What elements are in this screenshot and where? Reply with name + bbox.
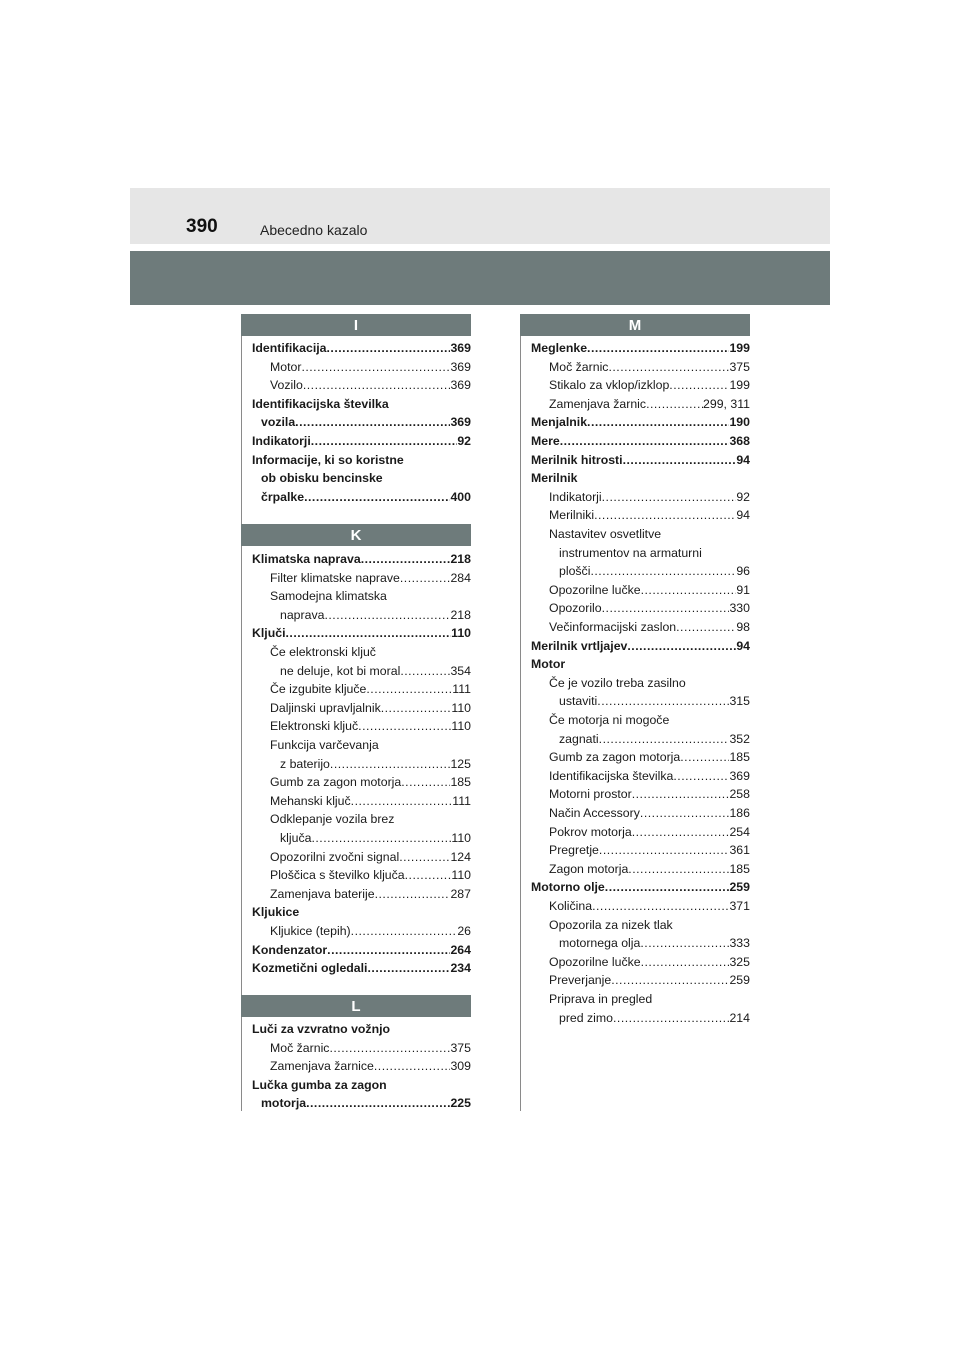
index-entry: Mehanski ključ ..... 111	[252, 792, 471, 811]
index-entry: zagnati ..... 352	[531, 730, 750, 749]
index-entry: Opozorilo ..... 330	[531, 599, 750, 618]
index-entry: Količina ..... 371	[531, 897, 750, 916]
index-entry: Indikatorji ..... 92	[531, 488, 750, 507]
index-entry: Opozorilne lučke ..... 91	[531, 581, 750, 600]
index-entry: Nastavitev osvetlitve	[549, 527, 662, 541]
section-header-i: I	[241, 314, 471, 336]
index-entry: vozila ..... 369	[252, 413, 471, 432]
index-entry: Opozorilne lučke ..... 325	[531, 953, 750, 972]
index-entry: Filter klimatske naprave ..... 284	[252, 569, 471, 588]
index-entry: Mere ..... 368	[531, 432, 750, 451]
index-entry: Če elektronski ključ	[270, 645, 376, 659]
header-dark-band	[130, 251, 830, 305]
index-entry: pred zimo ..... 214	[531, 1009, 750, 1028]
index-entry: ustaviti ..... 315	[531, 692, 750, 711]
index-entry: plošči ..... 96	[531, 562, 750, 581]
index-entry: Kondenzator ..... 264	[252, 941, 471, 960]
index-entry: Merilnik hitrosti ..... 94	[531, 451, 750, 470]
index-entry: Ključi ..... 110	[252, 624, 471, 643]
index-entry: Funkcija varčevanja	[270, 738, 379, 752]
index-entry: z baterijo ..... 125	[252, 755, 471, 774]
index-entry: Merilnik	[531, 471, 578, 486]
index-entry: Motorno olje ..... 259	[531, 878, 750, 897]
index-entry: ob obisku bencinske	[261, 471, 383, 486]
index-entry: Zagon motorja ..... 185	[531, 860, 750, 879]
index-entry: ključa ..... 110	[252, 829, 471, 848]
index-entry: motornega olja ..... 333	[531, 934, 750, 953]
index-entry: Opozorila za nizek tlak	[549, 917, 673, 932]
index-entry: motorja ..... 225	[252, 1094, 471, 1113]
section-header-l: L	[241, 995, 471, 1017]
section-header-k: K	[241, 524, 471, 546]
column-divider-right	[520, 314, 521, 1111]
index-entry: Indikatorji ..... 92	[252, 432, 471, 451]
index-entry: Moč žarnic ..... 375	[531, 358, 750, 377]
index-entry: Opozorilni zvočni signal ..... 124	[252, 848, 471, 867]
index-entry: Večinformacijski zaslon ..... 98	[531, 618, 750, 637]
index-entry: Preverjanje ..... 259	[531, 971, 750, 990]
index-entry: Luči za vzvratno vožnjo	[252, 1022, 391, 1036]
index-entry: Gumb za zagon motorja ..... 185	[252, 773, 471, 792]
index-entry: Meglenke ..... 199	[531, 339, 750, 358]
index-entry: Identifikacija ..... 369	[252, 339, 471, 358]
index-entry: Merilniki ..... 94	[531, 506, 750, 525]
index-entry: Zamenjava žarnic ..... 299, 311	[531, 395, 750, 414]
index-entry: Odklepanje vozila brez	[270, 812, 395, 827]
index-entry: Merilnik vrtljajev ..... 94	[531, 637, 750, 656]
index-entry: Način Accessory ..... 186	[531, 804, 750, 823]
page-number: 390	[186, 216, 218, 237]
index-entry: Pokrov motorja ..... 254	[531, 823, 750, 842]
index-entry: Stikalo za vklop/izklop ..... 199	[531, 376, 750, 395]
index-entry: Menjalnik ..... 190	[531, 413, 750, 432]
header-top-band	[130, 188, 830, 244]
index-entry: Kozmetični ogledali ..... 234	[252, 959, 471, 978]
index-entry: Lučka gumba za zagon	[252, 1077, 387, 1092]
index-entry: Klimatska naprava ..... 218	[252, 550, 471, 569]
index-entry: Identifikacijska številka ..... 369	[531, 767, 750, 786]
index-entry: Moč žarnic ..... 375	[252, 1039, 471, 1058]
index-entry: Vozilo ..... 369	[252, 376, 471, 395]
index-entry: Samodejna klimatska	[270, 589, 387, 604]
index-entry: Motor ..... 369	[252, 358, 471, 377]
index-entry: Če je vozilo treba zasilno	[549, 675, 686, 690]
index-entry: Zamenjava žarnice ..... 309	[252, 1057, 471, 1076]
index-entry: Daljinski upravljalnik ..... 110	[252, 699, 471, 718]
index-entry: Motorni prostor ..... 258	[531, 785, 750, 804]
index-entry: Če izgubite ključe ..... 111	[252, 680, 471, 699]
index-entry: Gumb za zagon motorja ..... 185	[531, 748, 750, 767]
index-entry: ne deluje, kot bi moral ..... 354	[252, 662, 471, 681]
index-entry: Ploščica s številko ključa ..... 110	[252, 866, 471, 885]
index-entry: Zamenjava baterije ..... 287	[252, 885, 471, 904]
index-entry: Pregretje ..... 361	[531, 841, 750, 860]
index-entry: instrumentov na armaturni	[559, 545, 702, 560]
index-entry: Kljukice (tepih) ..... 26	[252, 922, 471, 941]
index-entry: Informacije, ki so koristne	[252, 452, 404, 467]
index-entry: Motor	[531, 657, 566, 672]
index-entry: Če motorja ni mogoče	[549, 713, 670, 727]
index-entry: naprava ..... 218	[252, 606, 471, 625]
section-header-m: M	[520, 314, 750, 336]
index-entry: Identifikacijska številka	[252, 396, 389, 411]
page-title: Abecedno kazalo	[260, 222, 368, 238]
column-divider-left	[241, 523, 242, 995]
column-divider-left	[241, 314, 242, 526]
index-entry: Priprava in pregled	[549, 992, 653, 1006]
index-entry: Elektronski ključ ..... 110	[252, 717, 471, 736]
index-entry: črpalke ..... 400	[252, 488, 471, 507]
index-entry: Kljukice	[252, 905, 300, 920]
